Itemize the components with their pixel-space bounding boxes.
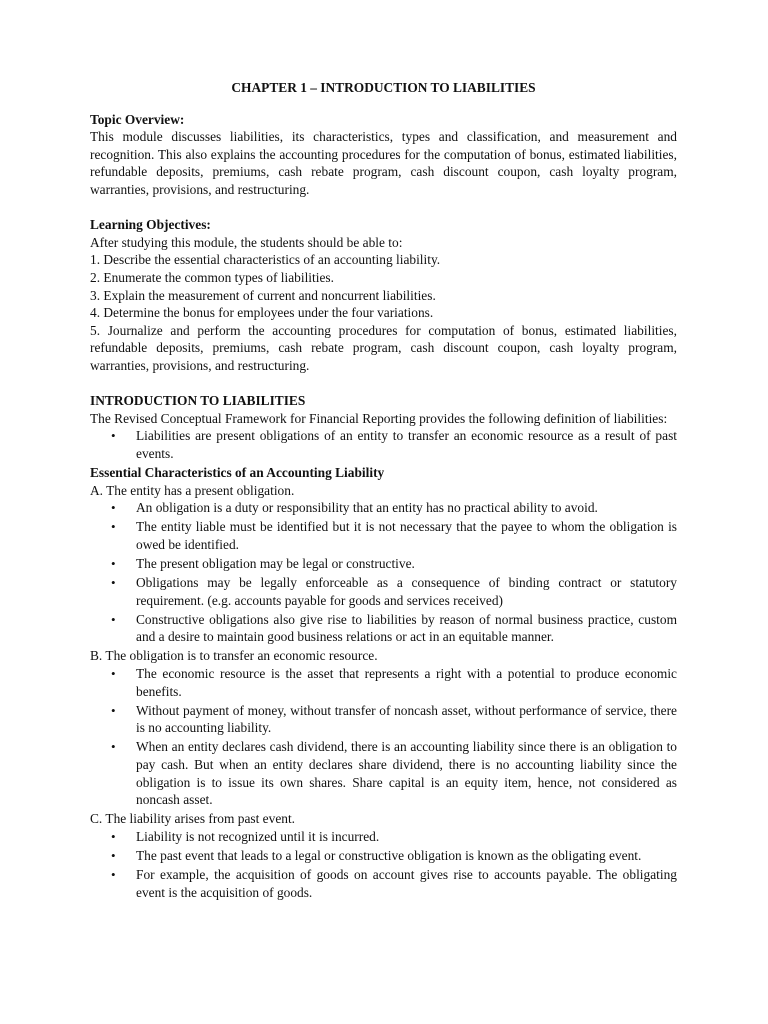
bullet-item (90, 828, 677, 846)
bullet-item (90, 665, 677, 700)
bullet-text: The entity liable must be identified but it is not necessary that the payee to whom the obligation is owed be identified. (136, 519, 677, 552)
section-label-b: B. The obligation is to transfer an economic resource. (90, 648, 378, 664)
introduction-text: The Revised Conceptual Framework for Financial Reporting provides the following definition of liabilities: (90, 410, 668, 426)
spacer (90, 199, 677, 217)
bullet-text: The past event that leads to a legal or constructive obligation is known as the obligating event. (136, 847, 642, 863)
bullet-text: The economic resource is the asset that represents a right with a potential to produce economic benefits. (136, 666, 677, 699)
section-label-a: A. The entity has a present obligation. (90, 482, 295, 498)
bullet-text: Without payment of money, without transfer of noncash asset, without performance of service, there is no accounting liability. (136, 702, 677, 736)
objective-item: 2. Enumerate the common types of liabilities. (90, 269, 334, 285)
bullet-item (90, 847, 677, 865)
bullet-item (90, 702, 677, 737)
chapter-title: CHAPTER 1 – INTRODUCTION TO LIABILITIES (231, 80, 536, 95)
bullet-item (90, 574, 677, 609)
bullet-icon: • (111, 828, 116, 844)
section-b-bullet-list (90, 665, 677, 809)
bullet-text: An obligation is a duty or responsibility that an entity has no practical ability to avoid. (136, 500, 598, 516)
bullet-text: Constructive obligations also give rise to liabilities by reason of normal business practice, custom and a desire to maintain good business relations or act in an equitable manner. (136, 611, 677, 645)
bullet-text: When an entity declares cash dividend, there is an accounting liability since there is an obligation to pay cash. But when an entity declares share dividend, there is no accounting liability since the obligation is to issue its own shares. Share capital is an equity item, hence, not considered as noncash asset. (136, 739, 677, 808)
topic-overview-text: This module discusses liabilities, its characteristics, types and classification, and measurement and recognition. This also explains the accounting procedures for the computation of bonus, estimated liabilities, refundable deposits, premiums, cash rebate program, cash discount coupon, cash loyalty program, warranties, provisions, and restructuring. (90, 129, 677, 197)
bullet-icon: • (111, 666, 116, 681)
bullet-icon: • (111, 575, 116, 591)
topic-overview-heading: Topic Overview: (90, 111, 185, 127)
bullet-text: Liabilities are present obligations of an entity to transfer an economic resource as a result of past events. (136, 428, 677, 461)
objective-item: 5. Journalize and perform the accounting procedures for computation of bonus, estimated liabilities, refundable deposits, premiums, cash rebate program, cash discount coupon, cash loyalty program, warranties, provisions, and restructuring. (90, 322, 677, 373)
bullet-text: Liability is not recognized until it is incurred. (136, 828, 380, 844)
section-a-bullet-list (90, 499, 677, 646)
bullet-icon: • (111, 702, 116, 718)
objective-item: 3. Explain the measurement of current and noncurrent liabilities. (90, 287, 436, 303)
bullet-text: The present obligation may be legal or constructive. (136, 555, 415, 571)
section-c-bullet-list (90, 828, 677, 901)
bullet-text: For example, the acquisition of goods on account gives rise to accounts payable. The obligating event is the acquisition of goods. (136, 867, 677, 900)
bullet-icon: • (111, 867, 116, 883)
bullet-item (90, 866, 677, 901)
document-page (90, 79, 677, 903)
objective-item: 1. Describe the essential characteristics of an accounting liability. (90, 252, 441, 268)
bullet-icon: • (111, 555, 116, 571)
bullet-item (90, 555, 677, 573)
bullet-icon: • (111, 428, 116, 444)
bullet-item (90, 499, 677, 517)
introduction-heading: INTRODUCTION TO LIABILITIES (90, 393, 306, 409)
bullet-icon: • (111, 500, 116, 516)
learning-objectives-heading: Learning Objectives: (90, 217, 211, 233)
learning-objectives-intro: After studying this module, the students should be able to: (90, 234, 403, 250)
bullet-item (90, 611, 677, 646)
introduction-bullet-list (90, 427, 677, 462)
objective-item: 4. Determine the bonus for employees under the four variations. (90, 305, 434, 321)
bullet-icon: • (111, 739, 116, 755)
bullet-item (90, 738, 677, 808)
characteristics-heading: Essential Characteristics of an Accounting Liability (90, 464, 385, 480)
bullet-item (90, 518, 677, 553)
bullet-icon: • (111, 611, 116, 627)
section-label-c: C. The liability arises from past event. (90, 811, 296, 827)
bullet-item (90, 427, 677, 462)
bullet-icon: • (111, 519, 116, 535)
bullet-icon: • (111, 847, 116, 863)
bullet-text: Obligations may be legally enforceable as a consequence of binding contract or statutory requirement. (e.g. accounts payable for goods and services received) (136, 575, 677, 608)
spacer (90, 375, 677, 393)
